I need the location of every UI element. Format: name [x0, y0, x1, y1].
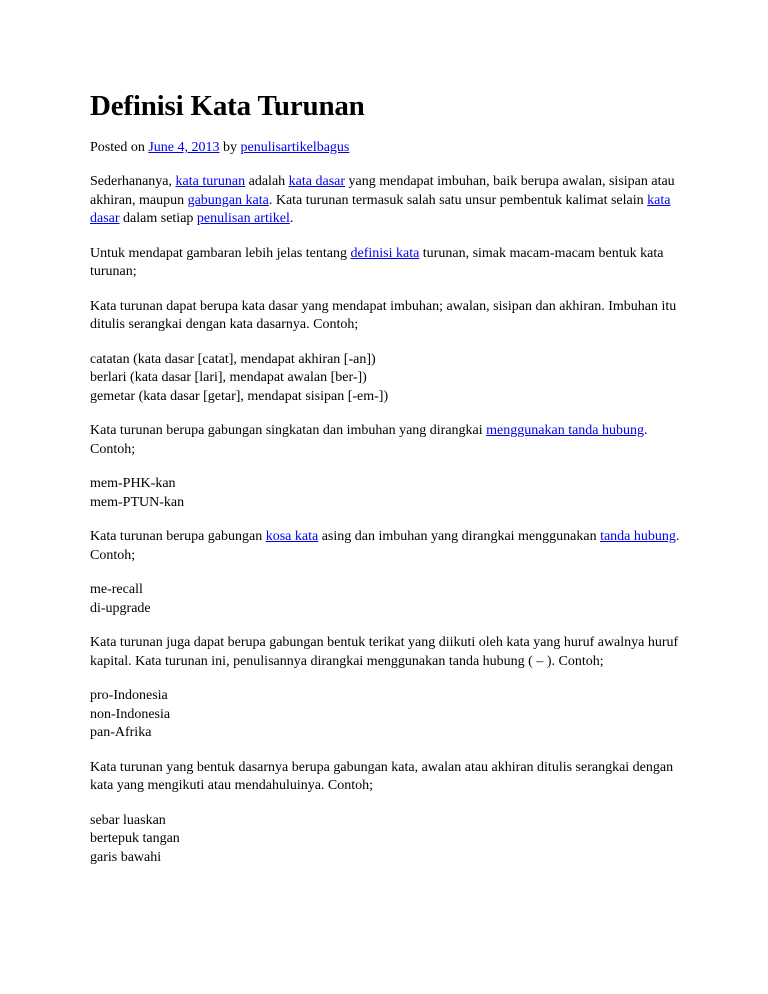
example-list-asing: [90, 581, 690, 618]
author-link[interactable]: penulisartikelbagus: [240, 140, 350, 155]
example-list-imbuhan: [90, 351, 690, 407]
text-segment: . Contoh;: [90, 529, 680, 563]
example-item: me-recall: [90, 582, 143, 597]
paragraph-kosa-kata-asing: [90, 528, 690, 565]
text-segment: dalam setiap: [123, 211, 194, 226]
paragraph-gabungan-kata: Kata turunan yang bentuk dasarnya berupa gabungan kata, awalan atau akhiran ditulis serangkai dengan kata yang mengikuti atau mendahuluinya. Contoh;: [90, 759, 674, 793]
link-kata-turunan[interactable]: kata turunan: [175, 174, 246, 189]
text-segment: . Kata turunan termasuk salah satu unsur pembentuk kalimat selain: [268, 192, 644, 208]
page-title: Definisi Kata Turunan: [90, 90, 365, 122]
article: [90, 88, 690, 867]
example-item: garis bawahi: [90, 849, 162, 865]
post-meta: [90, 139, 690, 157]
posted-on-label: Posted on: [90, 140, 145, 155]
link-menggunakan-tanda-hubung[interactable]: menggunakan tanda hubung: [486, 423, 645, 438]
text-segment: Untuk mendapat gambaran lebih jelas tentang: [90, 245, 347, 261]
paragraph-intro: [90, 173, 690, 229]
example-item: berlari (kata dasar [lari], mendapat awalan [ber-]): [90, 370, 367, 385]
link-kata-dasar[interactable]: kata dasar: [288, 174, 346, 189]
example-item: mem-PTUN-kan: [90, 494, 185, 510]
text-segment: asing dan imbuhan yang dirangkai menggunakan: [321, 529, 597, 544]
link-gabungan-kata[interactable]: gabungan kata: [187, 192, 269, 208]
example-item: non-Indonesia: [90, 706, 171, 722]
link-definisi-kata[interactable]: definisi kata: [350, 245, 420, 261]
link-penulisan-artikel[interactable]: penulisan artikel: [196, 211, 290, 226]
text-segment: Sederhananya,: [90, 174, 173, 189]
text-segment: yang mendapat imbuhan, baik berupa awalan, sisipan atau akhiran, maupun: [90, 174, 675, 208]
text-segment: adalah: [248, 174, 286, 189]
example-list-gabungan: [90, 812, 690, 868]
paragraph-imbuhan: Kata turunan dapat berupa kata dasar yang mendapat imbuhan; awalan, sisipan dan akhiran. Imbuhan itu ditulis serangkai dengan kata dasarnya. Contoh;: [90, 298, 677, 332]
link-kata-dasar-2[interactable]: kata dasar: [90, 192, 671, 226]
paragraph-bentuk-terikat: Kata turunan juga dapat berupa gabungan bentuk terikat yang diikuti oleh kata yang huruf awalnya huruf kapital. Kata turunan ini, penulisannya dirangkai menggunakan tanda hubung ( – ). Contoh;: [90, 635, 679, 669]
example-item: catatan (kata dasar [catat], mendapat akhiran [-an]): [90, 351, 376, 367]
paragraph-singkatan: [90, 422, 690, 459]
example-item: sebar luaskan: [90, 812, 166, 828]
example-item: mem-PHK-kan: [90, 476, 176, 491]
example-item: pro-Indonesia: [90, 688, 168, 703]
example-item: bertepuk tangan: [90, 831, 180, 846]
example-item: pan-Afrika: [90, 725, 152, 740]
post-date-link[interactable]: June 4, 2013: [148, 140, 220, 155]
example-item: gemetar (kata dasar [getar], mendapat sisipan [-em-]): [90, 388, 389, 404]
text-segment: Kata turunan berupa gabungan: [90, 529, 263, 544]
link-kosa-kata[interactable]: kosa kata: [265, 529, 319, 544]
example-list-terikat: [90, 687, 690, 743]
example-item: di-upgrade: [90, 600, 151, 616]
paragraph-gambaran: [90, 245, 690, 282]
link-tanda-hubung[interactable]: tanda hubung: [600, 529, 676, 544]
by-label: by: [223, 140, 238, 155]
text-segment: turunan, simak macam-macam bentuk kata turunan;: [90, 245, 664, 279]
text-segment: . Contoh;: [90, 423, 648, 457]
text-segment: .: [289, 211, 294, 226]
text-segment: Kata turunan berupa gabungan singkatan dan imbuhan yang dirangkai: [90, 423, 483, 438]
example-list-singkatan: [90, 475, 690, 512]
